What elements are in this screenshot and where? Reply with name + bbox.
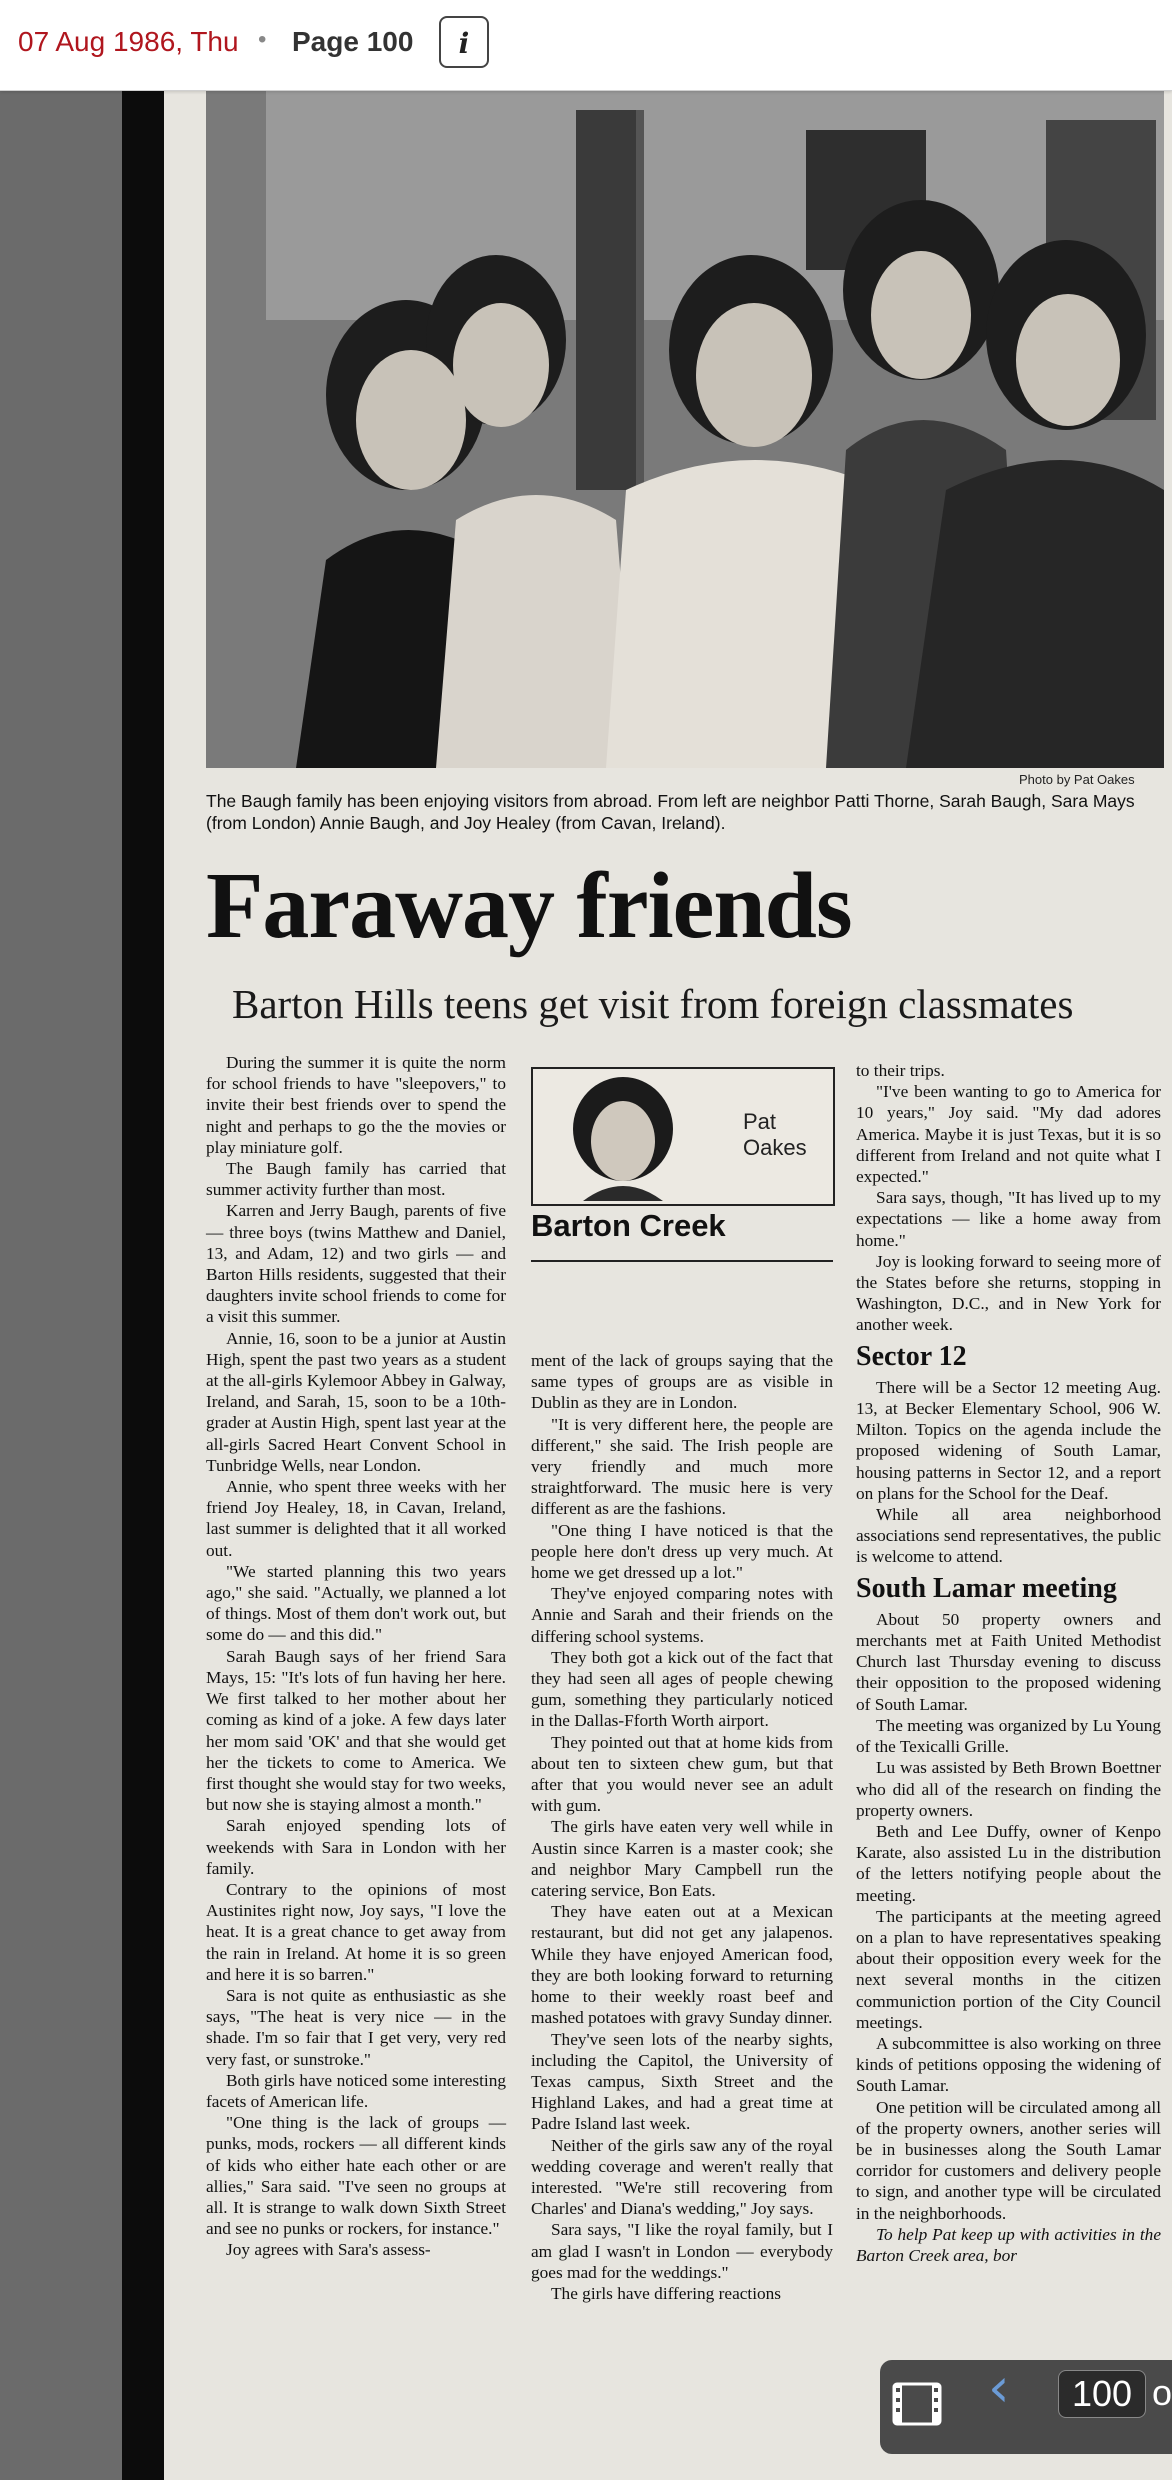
paragraph: There will be a Sector 12 meeting Aug. 13, at Becker Elementary School, 906 W. Milton. Topics on the agenda include the proposed widening of South Lamar, housing patterns in Sector 12, and a report on plans for the School for the Deaf.	[856, 1377, 1161, 1503]
filmstrip-icon[interactable]	[892, 2378, 942, 2430]
paragraph: Both girls have noticed some interesting facets of American life.	[206, 2070, 506, 2111]
page-label: Page 100	[292, 26, 414, 57]
paragraph: They pointed out that at home kids from about ten to sixteen chew gum, but that after that you would never see an adult with gum.	[531, 1732, 833, 1816]
section-heading-south-lamar: South Lamar meeting	[856, 1572, 1117, 1604]
paragraph: A subcommittee is also working on three kinds of petitions opposing the widening of South Lamar.	[856, 2033, 1161, 2096]
paragraph: Beth and Lee Duffy, owner of Kenpo Karate, also assisted Lu in the distribution of the letters notifying people about the meeting.	[856, 1821, 1161, 1905]
paragraph: To help Pat keep up with activities in the Barton Creek area, bor	[856, 2224, 1161, 2265]
paragraph: Karren and Jerry Baugh, parents of five — three boys (twins Matthew and Daniel, 13, and Adam, 12) and two girls — and Barton Hills residents, suggested that their daughters invite school friends to come for a visit this summer.	[206, 1201, 506, 1327]
paragraph: Joy agrees with Sara's assess-	[226, 2240, 431, 2260]
page-number-input[interactable]: 100	[1058, 2370, 1146, 2418]
article-column-3	[856, 1060, 1161, 2266]
paragraph: Annie, 16, soon to be a junior at Austin High, spent the past two years as a student at the all-girls Kylemoor Abbey in Galway, Ireland, and Sarah, 15, soon to be a 10th-grader at Austin High, spent last year at the all-girls Sacred Heart Convent School in Tunbridge Wells, near London.	[206, 1328, 506, 1475]
previous-page-button[interactable]: ‹	[988, 2356, 1010, 2419]
article-photo	[206, 90, 1164, 768]
article-column-1	[206, 1052, 506, 2261]
column-name: Barton Creek	[531, 1208, 726, 1243]
paragraph: About 50 property owners and merchants met at Faith United Methodist Church last Thursday evening to discuss their opposition to the proposed widening of South Lamar.	[856, 1609, 1161, 1714]
paragraph: The Baugh family has carried that summer activity further than most.	[206, 1159, 506, 1200]
photo-caption: The Baugh family has been enjoying visitors from abroad. From left are neighbor Patti Thorne, Sarah Baugh, Sara Mays (from London) Annie Baugh, and Joy Healey (from Cavan, Ireland).	[206, 791, 1135, 833]
top-toolbar	[0, 0, 1172, 91]
paragraph: "I've been wanting to go to America for 10 years," Joy said. "My dad adores America. Maybe it is just Texas, but it is so different from Ireland and not quite what I expected."	[856, 1082, 1161, 1187]
paragraph: Sarah enjoyed spending lots of weekends with Sara in London with her family.	[206, 1816, 506, 1878]
paragraph: Sara says, though, "It has lived up to my expectations — like a home away from home."	[856, 1188, 1161, 1250]
columnist-name: Pat Oakes	[743, 1109, 807, 1160]
paragraph: The participants at the meeting agreed on a plan to have representatives speaking about their opposition every week for the next several months in the citizen communiction portion of the City Council meetings.	[856, 1906, 1161, 2032]
newspaper-page[interactable]	[164, 90, 1172, 2480]
paragraph: "It is very different here, the people are different," she said. The Irish people are very friendly and much more straightforward. The music here is very different as are the fashions.	[531, 1414, 833, 1519]
paragraph: Contrary to the opinions of most Austinites right now, Joy says, "I love the heat. It is a great chance to get away from the rain in Ireland. At home it is so green and here it is so barren."	[206, 1879, 506, 1984]
paragraph: to their trips.	[856, 1061, 945, 1080]
paragraph: "One thing is the lack of groups — punks, mods, rockers — all different kinds of kids who either hate each other or are allies," Sara said. "I've seen no groups at all. It is strange to walk down Sixth Street and see no punks or rockers, for instance."	[206, 2113, 506, 2239]
paragraph: The girls have differing reactions	[551, 2283, 782, 2303]
paragraph: During the summer it is quite the norm for school friends to have "sleepovers," to invite their best friends over to spend the night and perhaps to go the the movies or play miniature golf.	[206, 1053, 506, 1157]
paragraph: Sarah Baugh says of her friend Sara Mays, 15: "It's lots of fun having her here. We first talked to her mother about her coming as kind of a joke. A few days later her mom said 'OK' and that she would get her the tickets to come to America. We first thought she would stay for two weeks, but now she is staying almost a month."	[206, 1646, 506, 1815]
photo-credit: Photo by Pat Oakes	[1019, 772, 1135, 787]
separator-dot: •	[258, 26, 267, 53]
paragraph: While all area neighborhood associations send representatives, the public is welcome to attend.	[856, 1505, 1161, 1567]
column-rule	[531, 1260, 833, 1262]
info-icon: i	[458, 27, 470, 60]
article-column-2	[531, 1350, 833, 2304]
issue-date: 07 Aug 1986, Thu	[18, 26, 239, 57]
paragraph: They've enjoyed comparing notes with Annie and Sarah and their friends on the differing school systems.	[531, 1584, 833, 1646]
paragraph: The girls have eaten very well while in Austin since Karren is a master cook; she and neighbor Mary Campbell run the catering service, Bon Eats.	[531, 1817, 833, 1901]
paragraph: ment of the lack of groups saying that the same types of groups are as visible in Dublin as they are in London.	[531, 1351, 833, 1413]
section-heading-sector-12: Sector 12	[856, 1340, 967, 1372]
headline: Faraway friends	[206, 854, 852, 958]
paragraph: The meeting was organized by Lu Young of the Texicalli Grille.	[856, 1715, 1161, 1757]
paragraph: They've seen lots of the nearby sights, including the Capitol, the University of Texas campus, Sixth Street and the Highland Lakes, and had a great time at Padre Island last week.	[531, 2029, 833, 2134]
photo-illustration	[206, 90, 1164, 768]
subheadline: Barton Hills teens get visit from foreign classmates	[232, 981, 1074, 1027]
paragraph: One petition will be circulated among all of the property owners, another series will be in businesses along the South Lamar corridor for customers and delivery people to sign, and another type will be circulated in the neighborhoods.	[856, 2097, 1161, 2223]
paragraph: Joy is looking forward to seeing more of the States before she returns, stopping in Washington, D.C., and in New York for another week.	[856, 1251, 1161, 1335]
paragraph: Annie, who spent three weeks with her friend Joy Healey, 18, in Cavan, Ireland, last summer is delighted that it all worked out.	[206, 1477, 506, 1560]
viewer-gutter	[0, 90, 122, 2480]
columnist-box	[531, 1067, 835, 1206]
paragraph: They both got a kick out of the fact that they had seen all ages of people chewing gum, something they particularly noticed in the Dallas-Fforth Worth airport.	[531, 1647, 833, 1731]
page-of-label: o	[1152, 2372, 1172, 2413]
info-button[interactable]	[439, 16, 489, 68]
paragraph: Sara says, "I like the royal family, but I am glad I wasn't in London — everybody goes mad for the weddings."	[531, 2220, 833, 2282]
paragraph: Lu was assisted by Beth Brown Boettner who did all of the research on finding the property owners.	[856, 1758, 1161, 1820]
page-edge	[122, 90, 164, 2480]
paragraph: Neither of the girls saw any of the royal wedding coverage and weren't really that interested. "We're still recovering from Charles' and Diana's wedding," Joy says.	[531, 2135, 833, 2219]
paragraph: "One thing I have noticed is that the people here don't dress up very much. At home we get dressed up a lot."	[531, 1520, 833, 1583]
paragraph: They have eaten out at a Mexican restaurant, but did not get any jalapenos. While they have enjoyed American food, they are both looking forward to returning home to their weekly roast beef and mashed potatoes with gravy Sunday dinner.	[531, 1902, 833, 2028]
columnist-portrait	[563, 1071, 683, 1201]
paragraph: "We started planning this two years ago," she said. "Actually, we planned a lot of things. Most of them don't work out, but some do — and this did."	[206, 1561, 506, 1645]
paragraph: Sara is not quite as enthusiastic as she says, "The heat is very nice — in the shade. I'm so fair that I get very, very red very fast, or sunstroke."	[206, 1985, 506, 2069]
